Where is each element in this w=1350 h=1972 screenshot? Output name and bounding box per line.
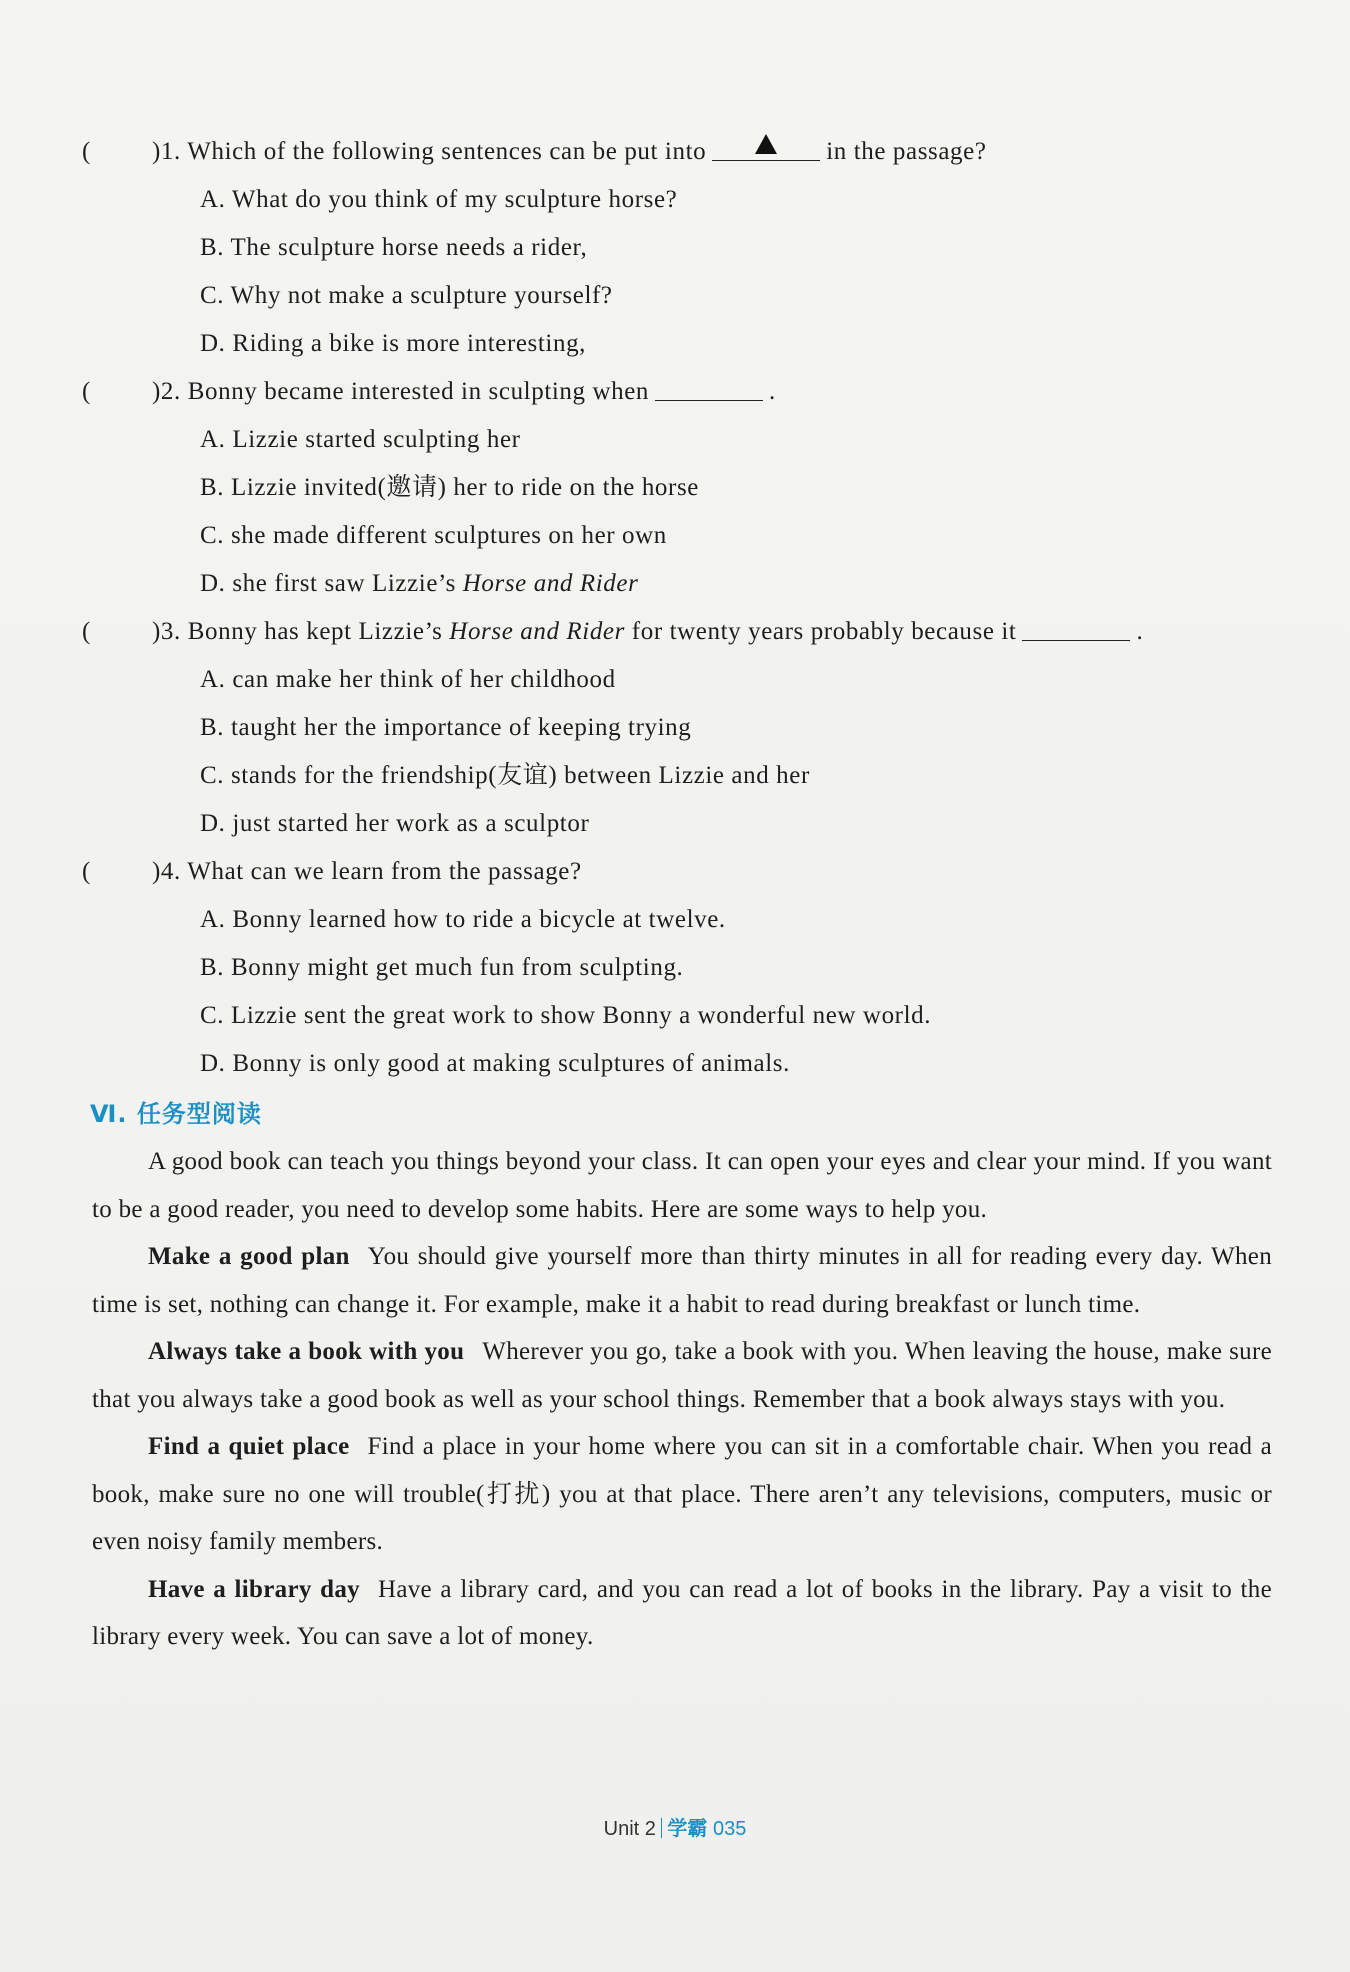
footer-unit: Unit 2: [603, 1818, 656, 1840]
option: [82, 1040, 1282, 1088]
question-2-after: .: [769, 378, 776, 405]
question-1: [82, 128, 1282, 176]
option-text: B. Lizzie invited(邀请) her to ride on the horse: [200, 474, 699, 501]
option-title-italic: Horse and Rider: [462, 570, 639, 597]
option-text: D. just started her work as a sculptor: [200, 810, 590, 837]
passage-intro: A good book can teach you things beyond your class. It can open your eyes and clear your mind. If you want to be a good reader, you need to develop some habits. Here are some ways to help you.: [92, 1148, 1272, 1223]
option: [82, 320, 1282, 368]
option-text: A. can make her think of her childhood: [200, 666, 616, 693]
triangle-marker-icon: [755, 134, 777, 154]
question-3-mid: for twenty years probably because it: [624, 618, 1017, 645]
option-text: B. taught her the importance of keeping trying: [200, 714, 692, 741]
option: [82, 560, 1282, 608]
tip-text: Have a library card, and you can read a lot of books in the library. Pay a visit to the library every week. You can save a lot of money.: [92, 1575, 1272, 1650]
option: [82, 800, 1282, 848]
option: [82, 752, 1282, 800]
answer-paren[interactable]: (: [82, 858, 91, 885]
option: [82, 416, 1282, 464]
option-text: C. Lizzie sent the great work to show Bonny a wonderful new world.: [200, 1002, 932, 1029]
question-4: [82, 848, 1282, 896]
option-text: B. The sculpture horse needs a rider,: [200, 234, 588, 261]
option: [82, 656, 1282, 704]
option-text: C. stands for the friendship(友谊) between Lizzie and her: [200, 762, 810, 789]
passage-tip: [92, 1233, 1272, 1328]
tip-heading: Have a library day: [148, 1575, 360, 1603]
answer-paren[interactable]: (: [82, 138, 91, 165]
option-text: D. Riding a bike is more interesting,: [200, 330, 587, 357]
question-2: [82, 368, 1282, 416]
question-list: [82, 128, 1282, 1088]
reading-passage: [92, 1138, 1272, 1661]
tip-heading: Always take a book with you: [148, 1338, 465, 1365]
passage-tip: [92, 1328, 1272, 1423]
footer-divider: [661, 1818, 663, 1838]
page-footer: [0, 1812, 1350, 1841]
option: [82, 992, 1282, 1040]
option: [82, 704, 1282, 752]
option-text: C. she made different sculptures on her own: [200, 522, 667, 549]
question-3-stem: )3. Bonny has kept Lizzie’s: [152, 618, 450, 645]
passage-tip: [92, 1566, 1272, 1661]
option-text: D. Bonny is only good at making sculptures of animals.: [200, 1050, 790, 1077]
answer-blank: [655, 370, 763, 401]
option-text: A. What do you think of my sculpture horse?: [200, 186, 678, 213]
option: [82, 896, 1282, 944]
page-number: 035: [712, 1818, 747, 1840]
tip-text: Wherever you go, take a book with you. When leaving the house, make sure that you always take a good book as well as your school things. Remember that a book always stays with you.: [92, 1338, 1273, 1413]
answer-paren[interactable]: (: [82, 618, 91, 645]
option-text: A. Bonny learned how to ride a bicycle at twelve.: [200, 906, 726, 933]
passage-tip: [92, 1423, 1272, 1566]
option-text: A. Lizzie started sculpting her: [200, 426, 521, 453]
question-3-after: .: [1136, 618, 1144, 645]
answer-blank-triangle: [712, 130, 820, 161]
tip-text: Find a place in your home where you can sit in a comfortable chair. When you read a book, make sure no one will trouble(打扰) you at that place. There aren’t any televisions, computers, music or even noisy family members.: [92, 1433, 1272, 1555]
section-title: Ⅵ. 任务型阅读: [90, 1100, 262, 1128]
option: [82, 512, 1282, 560]
option: [82, 272, 1282, 320]
option-text: C. Why not make a sculpture yourself?: [200, 282, 613, 309]
footer-brand: 学霸: [667, 1816, 708, 1840]
tip-heading: Find a quiet place: [148, 1433, 350, 1460]
question-1-stem: )1. Which of the following sentences can be put into: [152, 138, 707, 165]
question-2-stem: )2. Bonny became interested in sculpting when: [152, 378, 650, 405]
option-text: D. she first saw Lizzie’s: [200, 570, 463, 597]
option-text: B. Bonny might get much fun from sculpting.: [200, 954, 684, 981]
answer-paren[interactable]: (: [82, 378, 91, 405]
question-4-stem: )4. What can we learn from the passage?: [152, 858, 582, 885]
tip-heading: Make a good plan: [148, 1243, 350, 1270]
tip-text: You should give yourself more than thirty minutes in all for reading every day. When time is set, nothing can change it. For example, make it a habit to read during breakfast or lunch time.: [92, 1243, 1272, 1318]
answer-blank: [1022, 610, 1130, 641]
question-3-title-italic: Horse and Rider: [449, 618, 625, 645]
question-3: [82, 608, 1282, 656]
option: [82, 464, 1282, 512]
option: [82, 176, 1282, 224]
option: [82, 944, 1282, 992]
option: [82, 224, 1282, 272]
question-1-after: in the passage?: [826, 138, 987, 165]
